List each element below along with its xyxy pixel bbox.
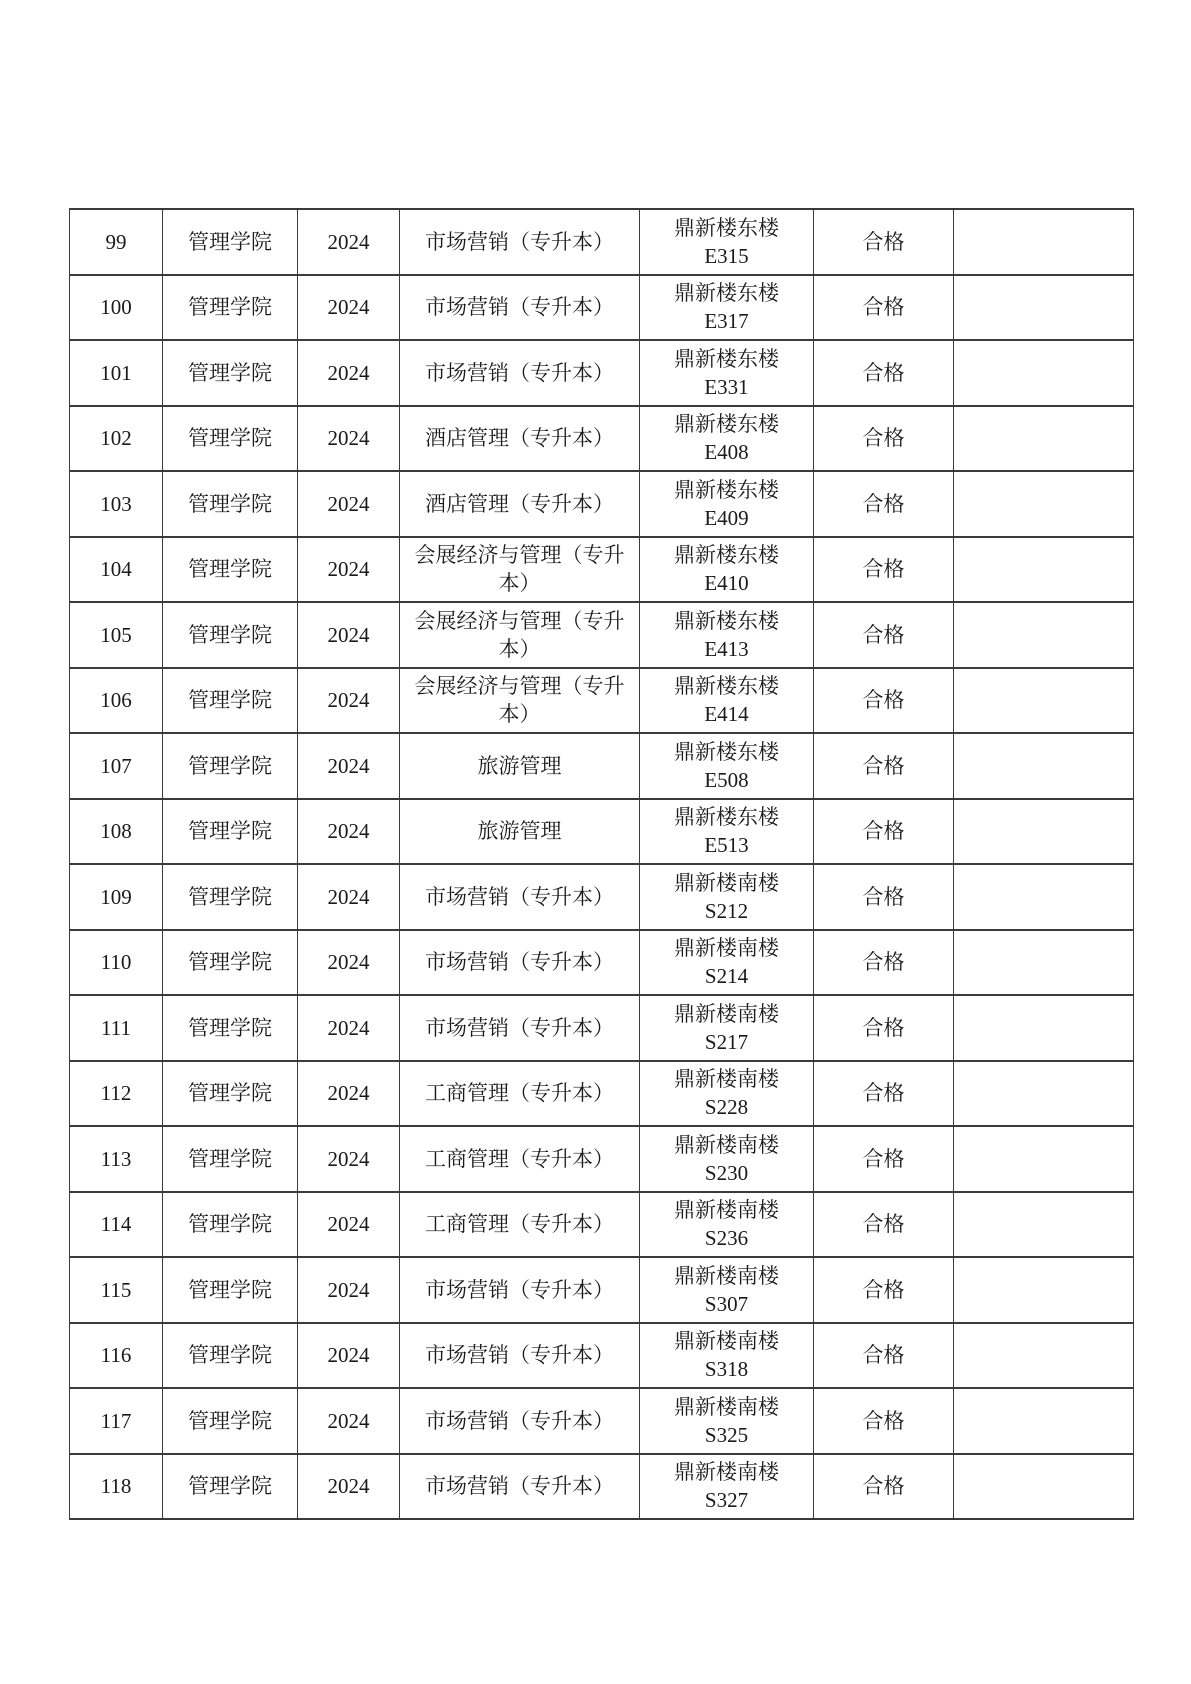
result-cell: 合格 xyxy=(814,995,954,1061)
room-code: E408 xyxy=(704,440,749,465)
result-cell: 合格 xyxy=(814,1126,954,1192)
program-cell: 工商管理（专升本） xyxy=(400,1061,640,1127)
location-cell xyxy=(640,1257,814,1323)
program-cell: 酒店管理（专升本） xyxy=(400,406,640,472)
location-cell xyxy=(640,1388,814,1454)
room-code: E315 xyxy=(704,243,749,268)
building-name: 鼎新楼南楼 xyxy=(674,870,779,895)
table-row xyxy=(70,1061,1134,1127)
college-cell: 管理学院 xyxy=(163,537,298,603)
result-cell: 合格 xyxy=(814,602,954,668)
row-number-cell: 102 xyxy=(70,406,163,472)
program-cell: 市场营销（专升本） xyxy=(400,1323,640,1389)
program-cell: 市场营销（专升本） xyxy=(400,275,640,341)
program-cell: 工商管理（专升本） xyxy=(400,1192,640,1258)
note-cell xyxy=(954,1192,1134,1258)
year-cell: 2024 xyxy=(298,275,400,341)
row-number-cell: 113 xyxy=(70,1126,163,1192)
result-cell: 合格 xyxy=(814,1192,954,1258)
room-code: E513 xyxy=(704,833,749,858)
program-cell: 市场营销（专升本） xyxy=(400,864,640,930)
row-number-cell: 106 xyxy=(70,668,163,734)
room-code: S327 xyxy=(704,1488,749,1513)
result-cell: 合格 xyxy=(814,471,954,537)
year-cell: 2024 xyxy=(298,406,400,472)
row-number-cell: 111 xyxy=(70,995,163,1061)
program-cell: 市场营销（专升本） xyxy=(400,930,640,996)
row-number-cell: 107 xyxy=(70,733,163,799)
location-cell xyxy=(640,799,814,865)
table-row xyxy=(70,602,1134,668)
college-cell: 管理学院 xyxy=(163,406,298,472)
result-cell: 合格 xyxy=(814,733,954,799)
result-cell: 合格 xyxy=(814,930,954,996)
table-row xyxy=(70,1126,1134,1192)
location-cell xyxy=(640,1454,814,1520)
location-cell xyxy=(640,864,814,930)
note-cell xyxy=(954,209,1134,275)
program-cell: 市场营销（专升本） xyxy=(400,995,640,1061)
program-cell: 酒店管理（专升本） xyxy=(400,471,640,537)
table-row xyxy=(70,471,1134,537)
location-cell xyxy=(640,602,814,668)
year-cell: 2024 xyxy=(298,1323,400,1389)
room-code: E409 xyxy=(704,505,749,530)
program-cell: 会展经济与管理（专升本） xyxy=(400,668,640,734)
note-cell xyxy=(954,1257,1134,1323)
room-code: S318 xyxy=(704,1357,749,1382)
year-cell: 2024 xyxy=(298,1061,400,1127)
year-cell: 2024 xyxy=(298,602,400,668)
location-cell xyxy=(640,275,814,341)
table-row xyxy=(70,275,1134,341)
building-name: 鼎新楼东楼 xyxy=(674,739,779,764)
note-cell xyxy=(954,930,1134,996)
table-row xyxy=(70,1454,1134,1520)
program-cell: 旅游管理 xyxy=(400,799,640,865)
year-cell: 2024 xyxy=(298,995,400,1061)
location-cell xyxy=(640,1126,814,1192)
result-cell: 合格 xyxy=(814,1061,954,1127)
table-row xyxy=(70,340,1134,406)
note-cell xyxy=(954,799,1134,865)
room-code: S228 xyxy=(704,1095,749,1120)
college-cell: 管理学院 xyxy=(163,733,298,799)
college-cell: 管理学院 xyxy=(163,471,298,537)
college-cell: 管理学院 xyxy=(163,340,298,406)
row-number-cell: 114 xyxy=(70,1192,163,1258)
program-cell: 会展经济与管理（专升本） xyxy=(400,602,640,668)
college-cell: 管理学院 xyxy=(163,1257,298,1323)
year-cell: 2024 xyxy=(298,733,400,799)
location-cell xyxy=(640,406,814,472)
row-number-cell: 101 xyxy=(70,340,163,406)
program-cell: 市场营销（专升本） xyxy=(400,1454,640,1520)
building-name: 鼎新楼东楼 xyxy=(674,477,779,502)
building-name: 鼎新楼南楼 xyxy=(674,1394,779,1419)
table-body xyxy=(70,209,1134,1519)
building-name: 鼎新楼东楼 xyxy=(674,805,779,830)
college-cell: 管理学院 xyxy=(163,275,298,341)
row-number-cell: 103 xyxy=(70,471,163,537)
location-cell xyxy=(640,1192,814,1258)
college-cell: 管理学院 xyxy=(163,1323,298,1389)
row-number-cell: 112 xyxy=(70,1061,163,1127)
college-cell: 管理学院 xyxy=(163,209,298,275)
location-cell xyxy=(640,733,814,799)
room-code: S217 xyxy=(704,1029,749,1054)
note-cell xyxy=(954,1126,1134,1192)
building-name: 鼎新楼东楼 xyxy=(674,674,779,699)
building-name: 鼎新楼南楼 xyxy=(674,1198,779,1223)
table-row xyxy=(70,668,1134,734)
program-cell: 市场营销（专升本） xyxy=(400,1388,640,1454)
room-code: S212 xyxy=(704,898,749,923)
location-cell xyxy=(640,340,814,406)
room-code: S325 xyxy=(704,1422,749,1447)
table-row xyxy=(70,1323,1134,1389)
year-cell: 2024 xyxy=(298,1257,400,1323)
year-cell: 2024 xyxy=(298,1454,400,1520)
row-number-cell: 104 xyxy=(70,537,163,603)
room-code: E410 xyxy=(704,571,749,596)
building-name: 鼎新楼南楼 xyxy=(674,1132,779,1157)
note-cell xyxy=(954,864,1134,930)
building-name: 鼎新楼东楼 xyxy=(674,215,779,240)
table-row xyxy=(70,799,1134,865)
room-code: E414 xyxy=(704,702,749,727)
program-cell: 市场营销（专升本） xyxy=(400,340,640,406)
college-cell: 管理学院 xyxy=(163,668,298,734)
room-code: E317 xyxy=(704,309,749,334)
building-name: 鼎新楼南楼 xyxy=(674,1329,779,1354)
college-cell: 管理学院 xyxy=(163,1126,298,1192)
row-number-cell: 99 xyxy=(70,209,163,275)
row-number-cell: 105 xyxy=(70,602,163,668)
row-number-cell: 115 xyxy=(70,1257,163,1323)
college-cell: 管理学院 xyxy=(163,1454,298,1520)
building-name: 鼎新楼东楼 xyxy=(674,412,779,437)
location-cell xyxy=(640,471,814,537)
result-cell: 合格 xyxy=(814,406,954,472)
room-code: S236 xyxy=(704,1226,749,1251)
year-cell: 2024 xyxy=(298,537,400,603)
note-cell xyxy=(954,668,1134,734)
building-name: 鼎新楼东楼 xyxy=(674,281,779,306)
building-name: 鼎新楼南楼 xyxy=(674,1263,779,1288)
year-cell: 2024 xyxy=(298,340,400,406)
room-code: E508 xyxy=(704,767,749,792)
year-cell: 2024 xyxy=(298,799,400,865)
room-code: S307 xyxy=(704,1291,749,1316)
result-cell: 合格 xyxy=(814,340,954,406)
location-cell xyxy=(640,209,814,275)
result-cell: 合格 xyxy=(814,537,954,603)
college-cell: 管理学院 xyxy=(163,995,298,1061)
room-code: S214 xyxy=(704,964,749,989)
note-cell xyxy=(954,1388,1134,1454)
note-cell xyxy=(954,995,1134,1061)
row-number-cell: 116 xyxy=(70,1323,163,1389)
table-row xyxy=(70,733,1134,799)
note-cell xyxy=(954,275,1134,341)
table-row xyxy=(70,406,1134,472)
result-cell: 合格 xyxy=(814,1454,954,1520)
building-name: 鼎新楼南楼 xyxy=(674,1001,779,1026)
result-cell: 合格 xyxy=(814,668,954,734)
note-cell xyxy=(954,1061,1134,1127)
college-cell: 管理学院 xyxy=(163,799,298,865)
note-cell xyxy=(954,471,1134,537)
table-row xyxy=(70,1388,1134,1454)
year-cell: 2024 xyxy=(298,209,400,275)
table-row xyxy=(70,930,1134,996)
row-number-cell: 108 xyxy=(70,799,163,865)
building-name: 鼎新楼东楼 xyxy=(674,346,779,371)
result-cell: 合格 xyxy=(814,209,954,275)
college-cell: 管理学院 xyxy=(163,602,298,668)
exam-room-table xyxy=(69,208,1134,1520)
location-cell xyxy=(640,537,814,603)
college-cell: 管理学院 xyxy=(163,1061,298,1127)
result-cell: 合格 xyxy=(814,1257,954,1323)
year-cell: 2024 xyxy=(298,471,400,537)
result-cell: 合格 xyxy=(814,1323,954,1389)
college-cell: 管理学院 xyxy=(163,1192,298,1258)
note-cell xyxy=(954,537,1134,603)
program-cell: 市场营销（专升本） xyxy=(400,209,640,275)
year-cell: 2024 xyxy=(298,864,400,930)
row-number-cell: 118 xyxy=(70,1454,163,1520)
year-cell: 2024 xyxy=(298,1192,400,1258)
college-cell: 管理学院 xyxy=(163,1388,298,1454)
row-number-cell: 110 xyxy=(70,930,163,996)
note-cell xyxy=(954,1323,1134,1389)
room-code: E331 xyxy=(704,374,749,399)
location-cell xyxy=(640,1323,814,1389)
table-row xyxy=(70,1192,1134,1258)
note-cell xyxy=(954,602,1134,668)
room-code: S230 xyxy=(704,1160,749,1185)
building-name: 鼎新楼东楼 xyxy=(674,543,779,568)
note-cell xyxy=(954,733,1134,799)
program-cell: 旅游管理 xyxy=(400,733,640,799)
building-name: 鼎新楼南楼 xyxy=(674,936,779,961)
room-code: E413 xyxy=(704,636,749,661)
note-cell xyxy=(954,1454,1134,1520)
table-row xyxy=(70,1257,1134,1323)
result-cell: 合格 xyxy=(814,799,954,865)
row-number-cell: 117 xyxy=(70,1388,163,1454)
note-cell xyxy=(954,340,1134,406)
year-cell: 2024 xyxy=(298,930,400,996)
note-cell xyxy=(954,406,1134,472)
table-row xyxy=(70,537,1134,603)
program-cell: 会展经济与管理（专升本） xyxy=(400,537,640,603)
building-name: 鼎新楼南楼 xyxy=(674,1067,779,1092)
row-number-cell: 109 xyxy=(70,864,163,930)
program-cell: 工商管理（专升本） xyxy=(400,1126,640,1192)
program-cell: 市场营销（专升本） xyxy=(400,1257,640,1323)
row-number-cell: 100 xyxy=(70,275,163,341)
result-cell: 合格 xyxy=(814,275,954,341)
result-cell: 合格 xyxy=(814,864,954,930)
year-cell: 2024 xyxy=(298,1126,400,1192)
college-cell: 管理学院 xyxy=(163,930,298,996)
building-name: 鼎新楼东楼 xyxy=(674,608,779,633)
location-cell xyxy=(640,930,814,996)
table-row xyxy=(70,864,1134,930)
table-row xyxy=(70,209,1134,275)
location-cell xyxy=(640,668,814,734)
result-cell: 合格 xyxy=(814,1388,954,1454)
college-cell: 管理学院 xyxy=(163,864,298,930)
location-cell xyxy=(640,995,814,1061)
location-cell xyxy=(640,1061,814,1127)
building-name: 鼎新楼南楼 xyxy=(674,1460,779,1485)
year-cell: 2024 xyxy=(298,668,400,734)
table-row xyxy=(70,995,1134,1061)
year-cell: 2024 xyxy=(298,1388,400,1454)
